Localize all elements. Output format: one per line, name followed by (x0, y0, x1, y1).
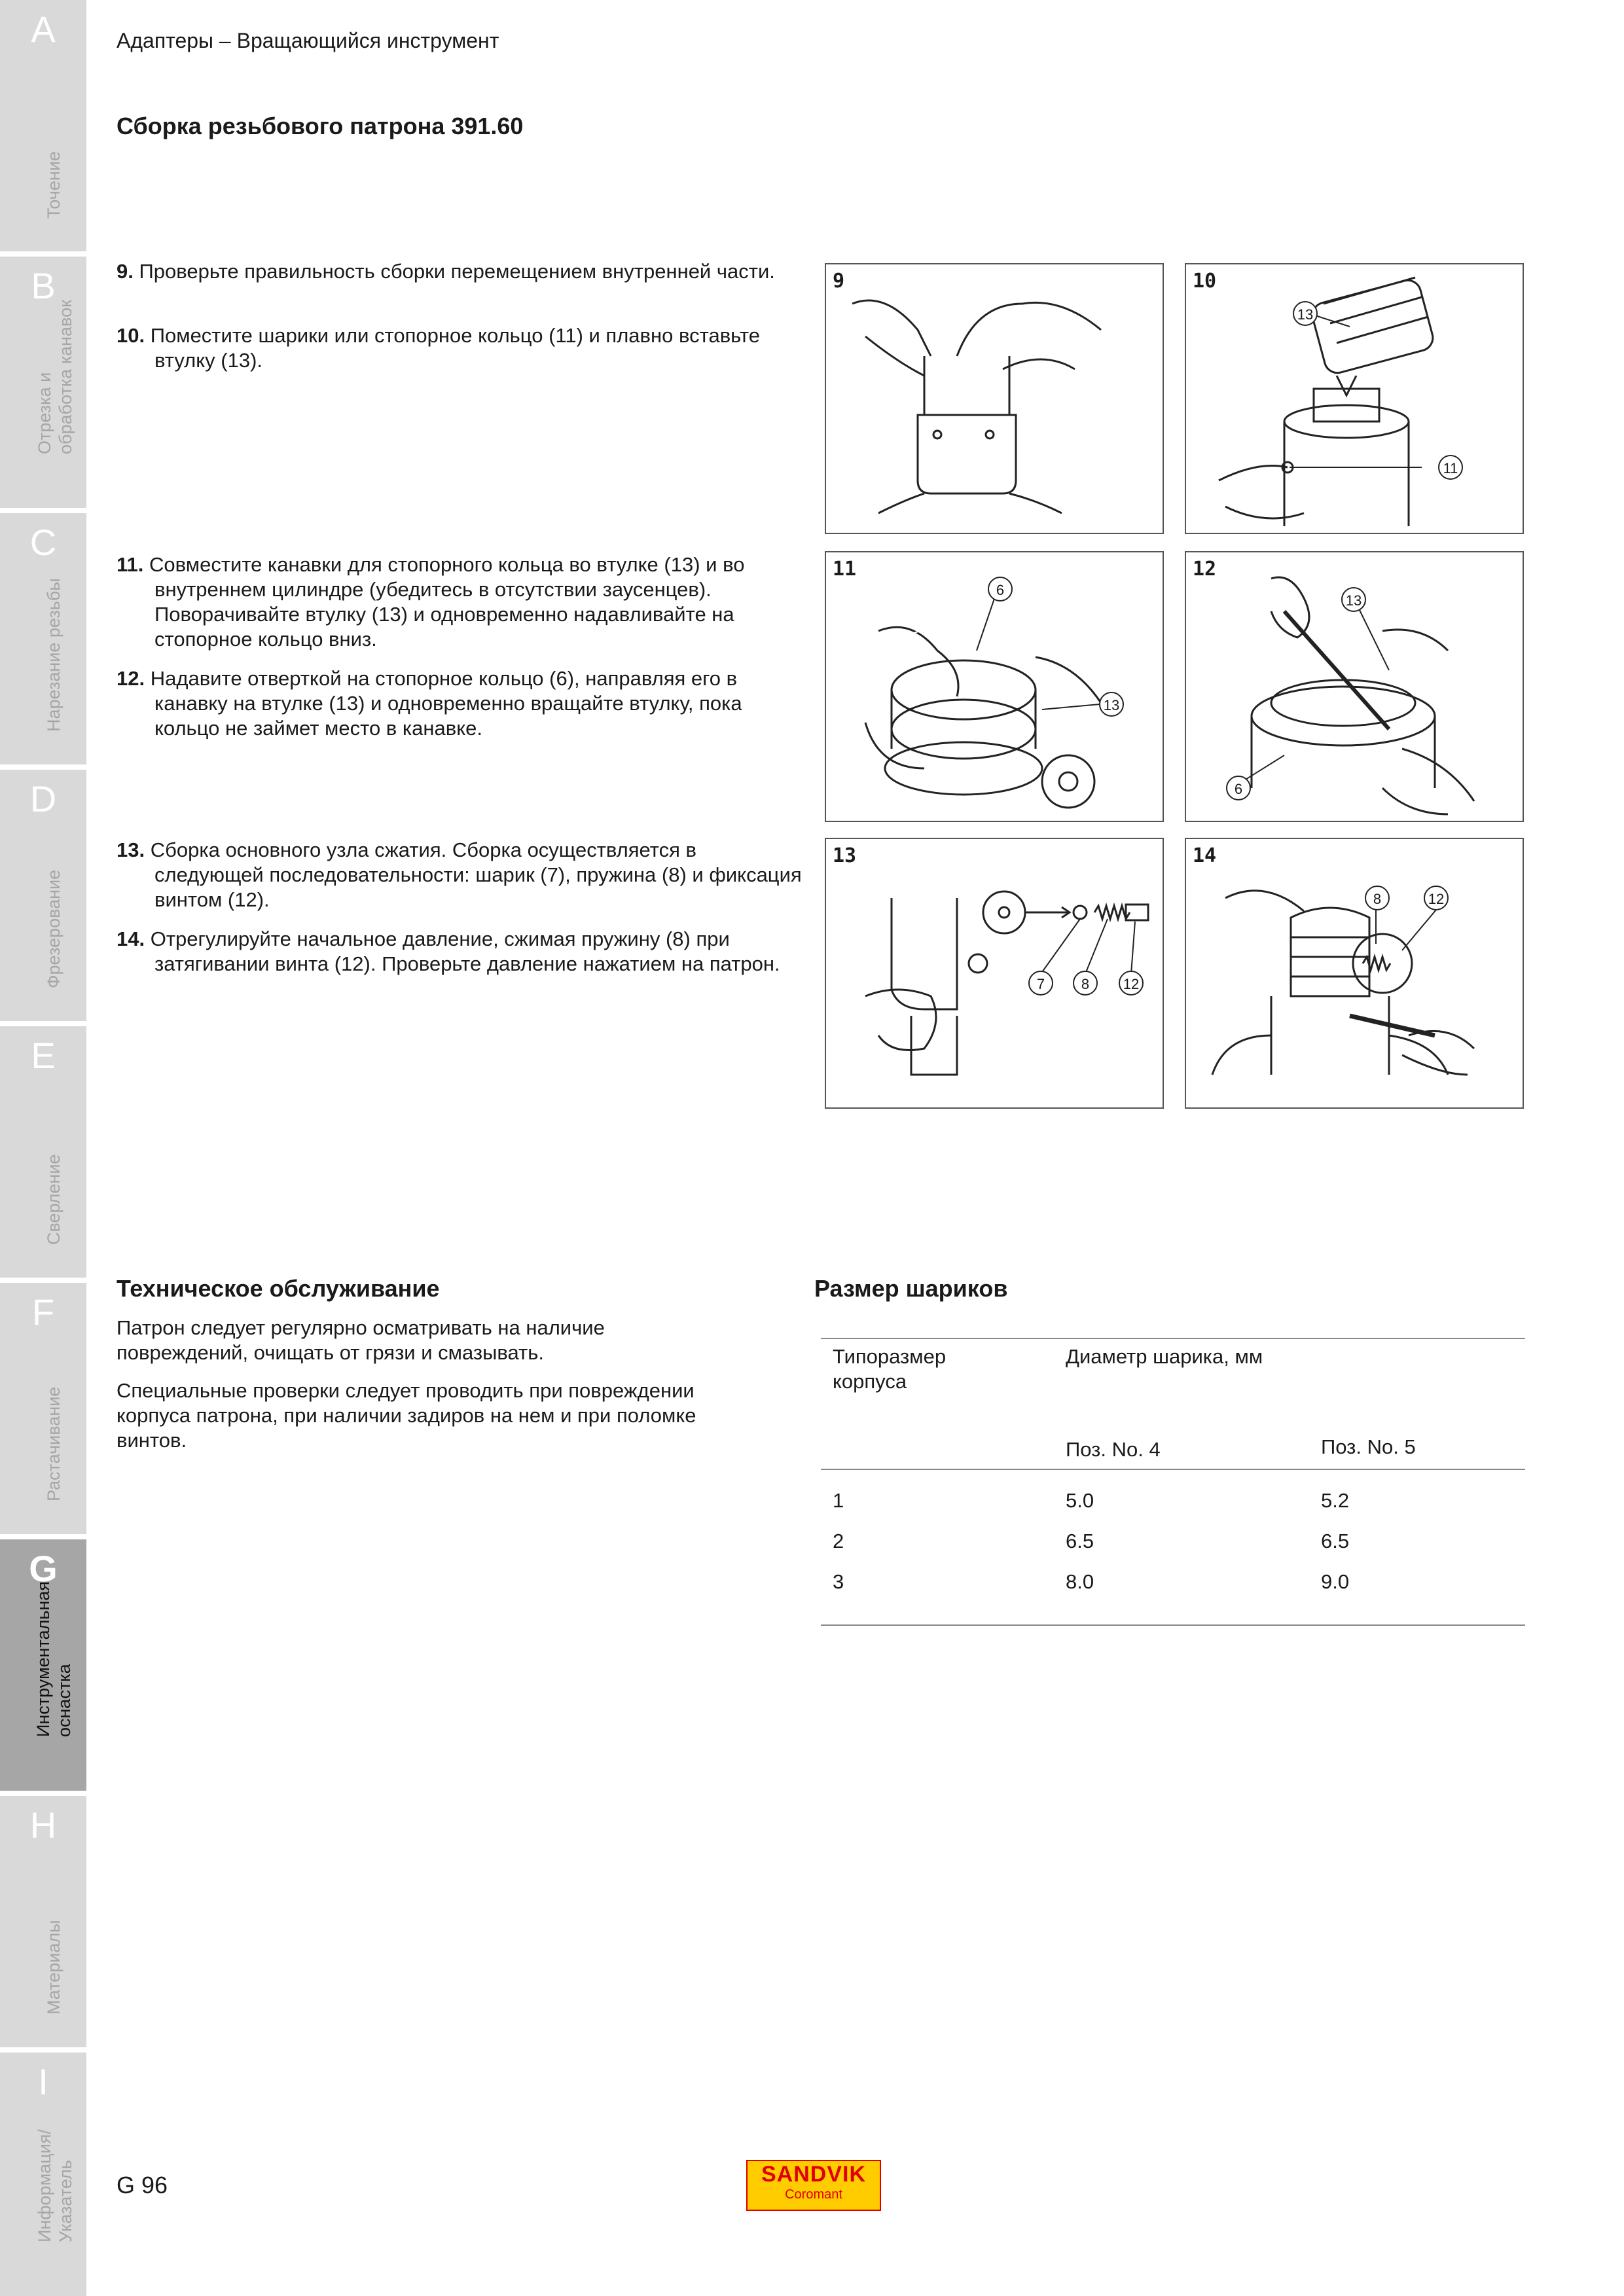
callout-label: 6 (996, 582, 1005, 598)
tab-tooling-systems[interactable] (0, 1539, 86, 1791)
tab-threading[interactable] (0, 513, 86, 764)
tab-milling[interactable] (0, 770, 86, 1021)
tab-letter: F (31, 1291, 55, 1333)
step-13 (117, 838, 809, 912)
section-sidebar (0, 0, 86, 2296)
logo-line-2: Coromant (785, 2187, 842, 2202)
sandvik-coromant-logo (746, 2160, 881, 2211)
tab-label: Информация/ Указатель (35, 2129, 75, 2242)
step-text: Поместите шарики или стопорное кольцо (11) и плавно вставьте втулку (13). (150, 324, 760, 372)
maintenance-paragraph-2: Специальные проверки следует проводить при повреждении корпуса патрона, при наличии задиров на нем и при поломке винтов. (117, 1379, 696, 1452)
tab-label: Нарезание резьбы (44, 578, 63, 732)
table-header-ball-diameter: Диаметр шарика, мм (1066, 1345, 1263, 1368)
step-11 (117, 552, 809, 652)
step-text: Совместите канавки для стопорного кольца во втулке (13) и во внутреннем цилиндре (убедитесь в отсутствии заусенцев). Поворачивайте втулку (13) и одновременно надавливайте на стопорное кольцо вниз. (149, 553, 745, 651)
step-10 (117, 323, 809, 373)
step-9 (117, 259, 809, 284)
tab-label: Точение (44, 151, 63, 219)
figure-number: 13 (833, 844, 857, 867)
tab-drilling[interactable] (0, 1026, 86, 1278)
page-title: Сборка резьбового патрона 391.60 (117, 113, 524, 139)
breadcrumb: Адаптеры – Вращающийся инструмент (117, 29, 499, 52)
figure-14-callouts (1186, 839, 1525, 1110)
figure-14 (1185, 838, 1524, 1109)
figure-number: 12 (1193, 558, 1217, 581)
step-14 (117, 927, 809, 977)
step-number: 11. (117, 553, 144, 576)
step-number: 14. (117, 927, 145, 950)
table-cell: 9.0 (1321, 1570, 1350, 1593)
tab-information-index[interactable] (0, 2053, 86, 2296)
step-number: 9. (117, 260, 134, 283)
figure-9 (825, 263, 1164, 534)
maintenance-paragraph-1: Патрон следует регулярно осматривать на наличие повреждений, очищать от грязи и смазывать. (117, 1316, 605, 1364)
tab-label: Растачивание (44, 1386, 63, 1501)
step-text: Проверьте правильность сборки перемещением внутренней части. (139, 260, 775, 283)
tab-parting-grooving[interactable] (0, 257, 86, 508)
callout-label: 7 (1036, 976, 1045, 992)
figure-10 (1185, 263, 1524, 534)
step-number: 13. (117, 838, 145, 861)
ball-sizes-heading: Размер шариков (814, 1275, 1008, 1302)
table-header-rule (821, 1469, 1525, 1470)
table-bottom-rule (821, 1624, 1525, 1626)
figure-10-callouts (1186, 264, 1525, 535)
callout-label: 8 (1373, 891, 1382, 907)
figure-13-callouts (826, 839, 1165, 1110)
callout-label: 13 (1297, 306, 1314, 323)
step-text: Отрегулируйте начальное давление, сжимая пружину (8) при затягивании винта (12). Проверьте давление нажатием на патрон. (150, 927, 780, 975)
figure-12 (1185, 551, 1524, 822)
tab-letter: H (29, 1804, 57, 1846)
page-number: G 96 (117, 2172, 168, 2198)
figure-number: 9 (833, 270, 845, 293)
tab-boring[interactable] (0, 1283, 86, 1534)
table-subheader-pos5: Поз. No. 5 (1321, 1435, 1416, 1458)
tab-letter: A (31, 9, 56, 50)
tab-letter: G (29, 1548, 58, 1589)
figure-9-illustration (826, 264, 1165, 535)
figure-13 (825, 838, 1164, 1109)
tab-label: Сверление (44, 1154, 63, 1245)
callout-label: 8 (1081, 976, 1090, 992)
step-number: 12. (117, 667, 145, 690)
callout-label: 13 (1103, 697, 1120, 713)
tab-label: Инструментальная оснастка (33, 1581, 74, 1737)
callout-label: 11 (1443, 460, 1458, 476)
figure-number: 10 (1193, 270, 1217, 293)
tab-letter: I (38, 2061, 48, 2102)
tab-letter: D (29, 778, 57, 819)
tab-turning[interactable] (0, 0, 86, 251)
table-header-body-size: Типоразмер корпуса (833, 1345, 947, 1393)
tab-letter: B (31, 265, 56, 306)
table-cell: 6.5 (1321, 1530, 1350, 1552)
step-text: Сборка основного узла сжатия. Сборка осуществляется в следующей последовательности: шарик (7), пружина (8) и фиксация винтом (12). (150, 838, 802, 911)
table-cell: 5.2 (1321, 1489, 1350, 1512)
tab-materials[interactable] (0, 1796, 86, 2047)
table-cell: 5.0 (1066, 1489, 1094, 1512)
callout-label: 13 (1345, 592, 1362, 609)
table-cell: 6.5 (1066, 1530, 1094, 1552)
step-number: 10. (117, 324, 145, 347)
step-text: Надавите отверткой на стопорное кольцо (6), направляя его в канавку на втулке (13) и одновременно вращайте втулку, пока кольцо не займет место в канавке. (150, 667, 742, 740)
tab-label: Отрезка и обработка канавок (35, 300, 75, 454)
maintenance-heading: Техническое обслуживание (117, 1275, 440, 1302)
figure-number: 11 (833, 558, 857, 581)
table-cell: 8.0 (1066, 1570, 1094, 1593)
tab-letter: C (29, 522, 57, 563)
logo-line-1: SANDVIK (761, 2162, 867, 2187)
figure-11 (825, 551, 1164, 822)
table-cell: 1 (833, 1489, 844, 1512)
table-cell: 2 (833, 1530, 844, 1552)
table-top-rule (821, 1338, 1525, 1339)
tab-letter: E (31, 1035, 56, 1076)
table-cell: 3 (833, 1570, 844, 1593)
callout-label: 6 (1234, 781, 1243, 797)
step-12 (117, 666, 809, 741)
callout-label: 12 (1123, 976, 1140, 992)
tab-label: Материалы (44, 1920, 63, 2015)
callout-label: 12 (1428, 891, 1445, 907)
figure-number: 14 (1193, 844, 1217, 867)
tab-label: Фрезерование (44, 869, 63, 988)
table-subheader-pos4: Поз. No. 4 (1066, 1438, 1161, 1461)
